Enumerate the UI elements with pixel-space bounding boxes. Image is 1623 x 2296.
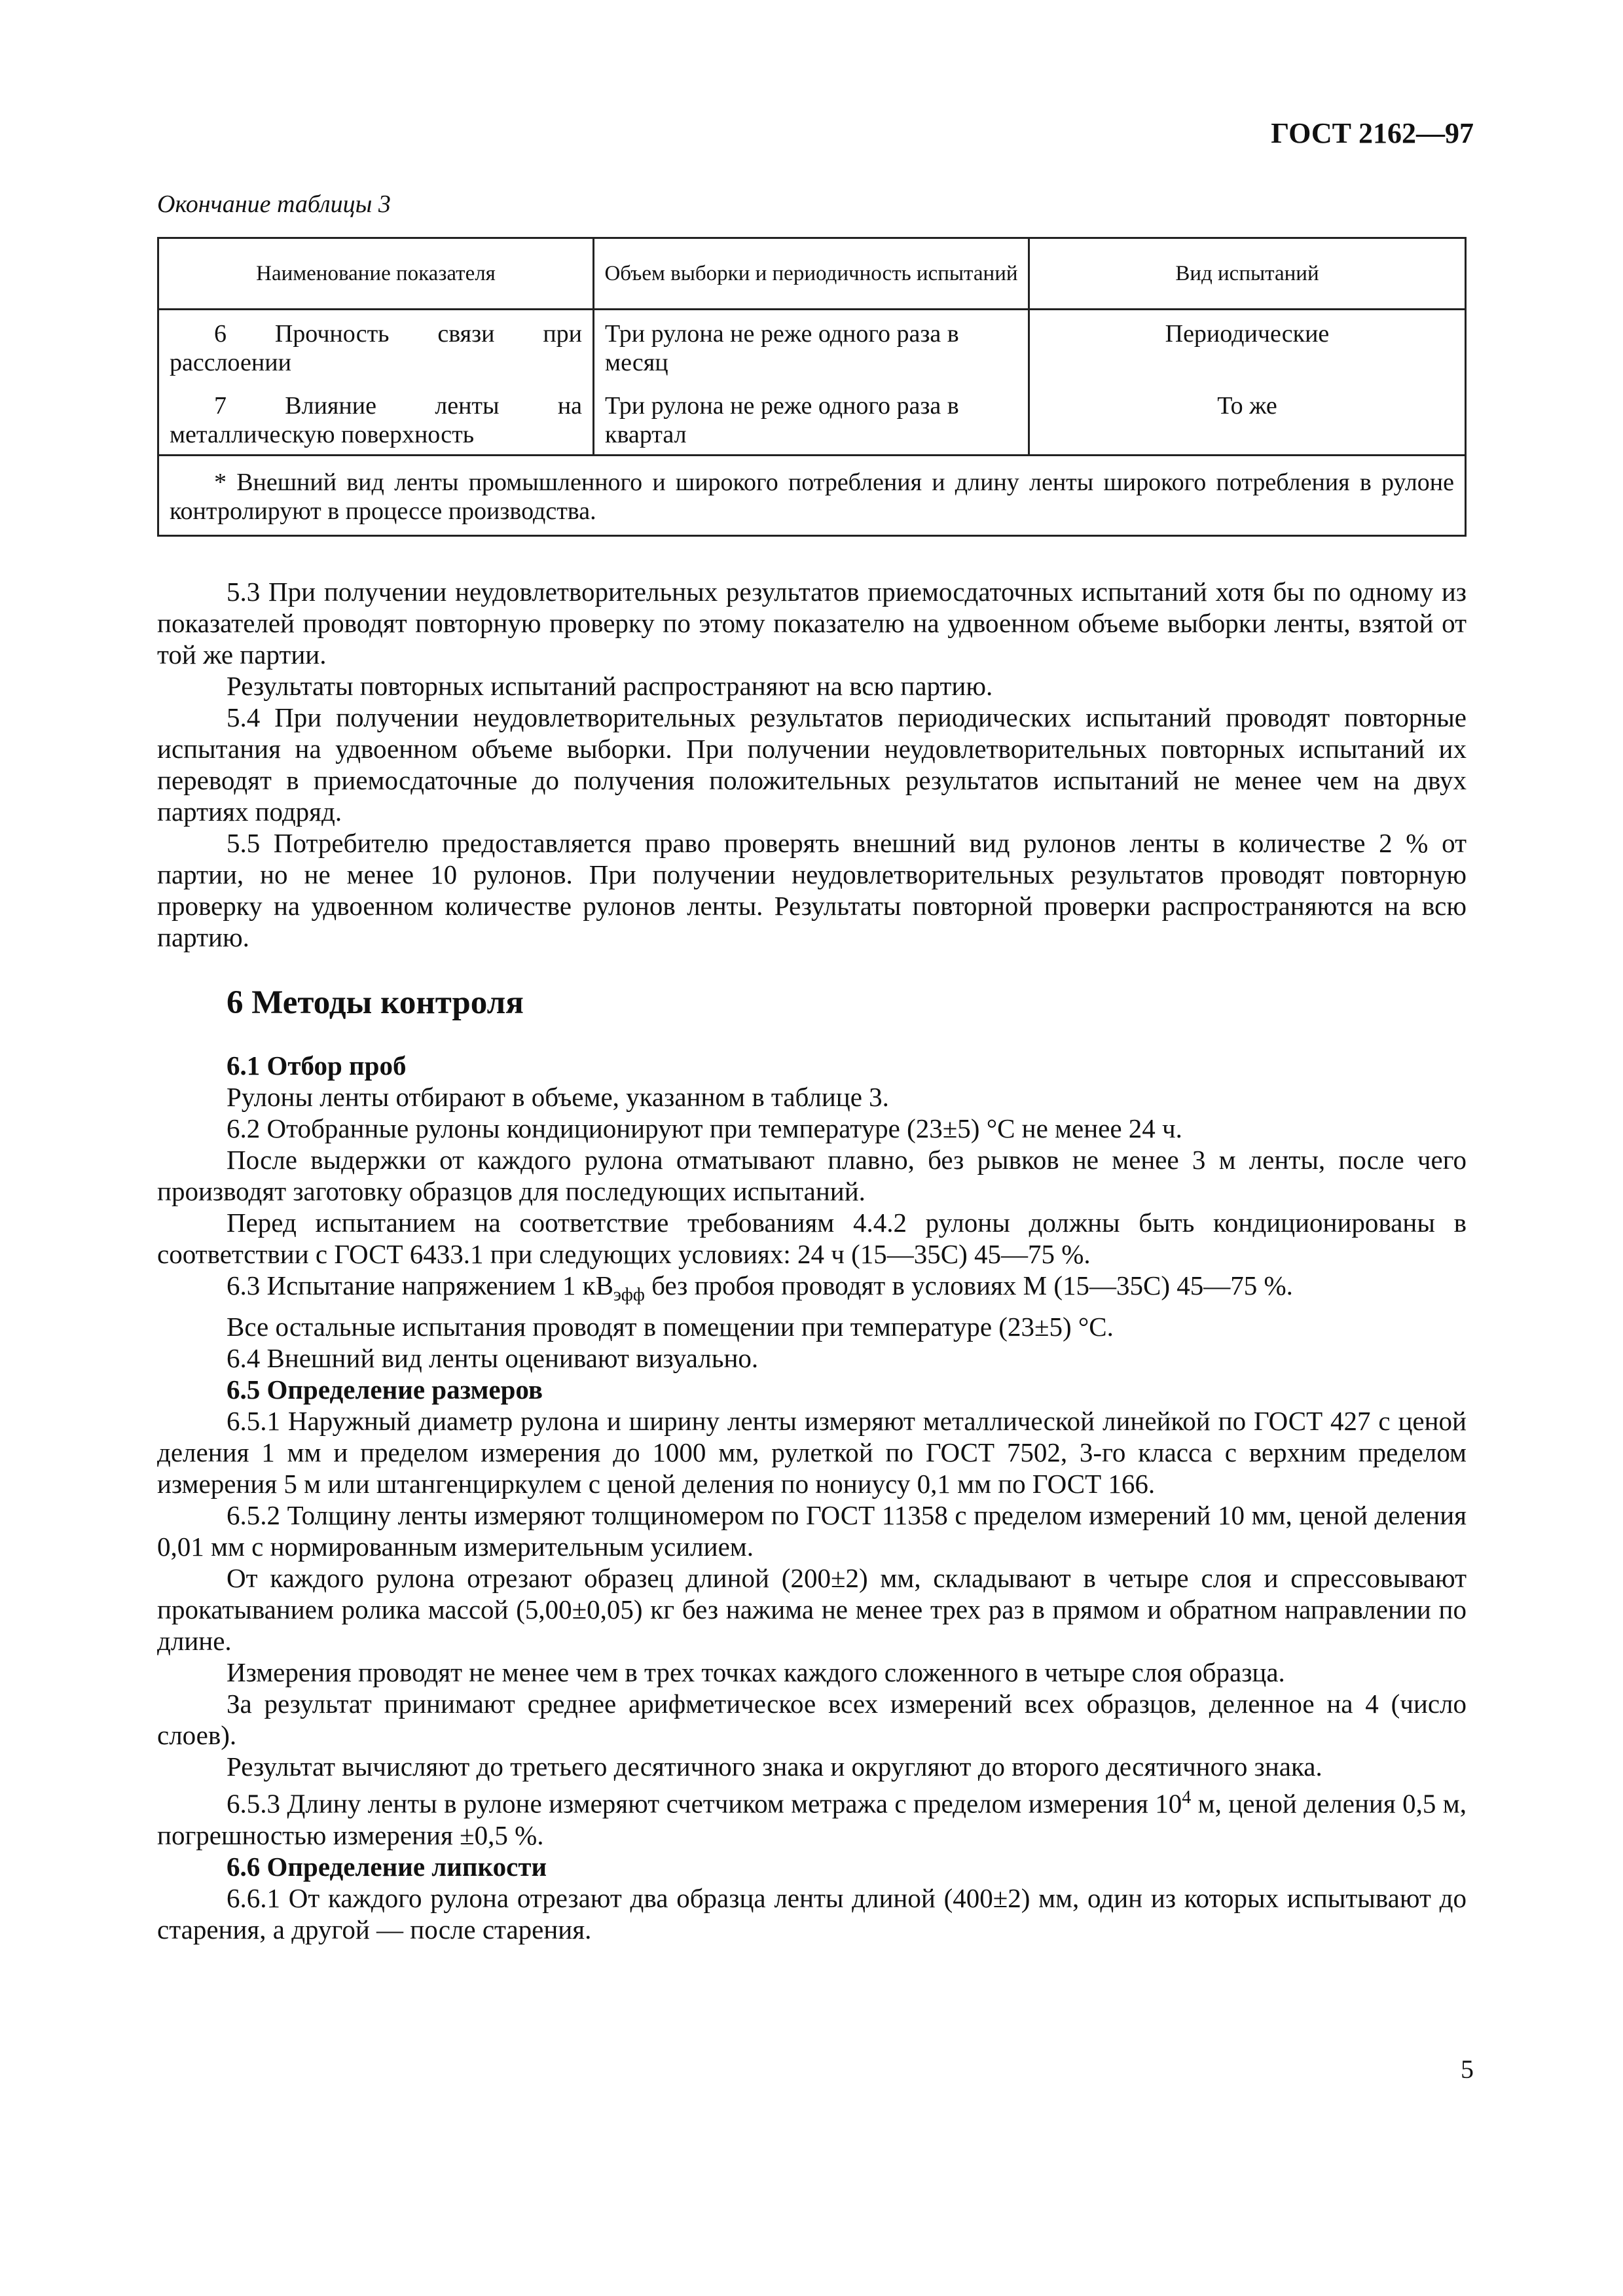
paragraph: 6.5.3 Длину ленты в рулоне измеряют счетчиком метража с пределом измерения $10^4$ м, ценой деления 0,5 м, погрешностью измерения ±0,5 %. bbox=[157, 1787, 1467, 1850]
paragraph: 6.5.2 Толщину ленты измеряют толщиномером по ГОСТ 11358 с пределом измерений 10 мм, ценой деления 0,01 мм с нормированным измерительным усилием. bbox=[157, 1500, 1467, 1562]
paragraph: 5.5 Потребителю предоставляется право проверять внешний вид рулонов ленты в количестве 2 % от партии, но не менее 10 рулонов. При получении неудовлетворительных результатов проводят повторную проверку на удвоенном количестве рулонов ленты. Результаты повторной проверки распространяются на всю партию. bbox=[157, 828, 1467, 952]
table-cell: Три рулона не реже одного раза в месяц bbox=[594, 310, 1029, 383]
paragraph: После выдержки от каждого рулона отматывают плавно, без рывков не менее 3 м ленты, после чего производят заготовку образцов для последующих испытаний. bbox=[157, 1145, 1467, 1206]
table-cell: Периодические bbox=[1029, 310, 1465, 383]
table-row bbox=[158, 310, 1466, 383]
table-row bbox=[158, 382, 1466, 456]
paragraph: 5.3 При получении неудовлетворительных результатов приемосдаточных испытаний хотя бы по одному из показателей проводят повторную проверку по этому показателю на удвоенном объеме выборки ленты, взятой от той же партии. bbox=[157, 577, 1467, 670]
paragraph: 6.6.1 От каждого рулона отрезают два образца ленты длиной (400±2) мм, один из которых испытывают до старения, а другой — после старения. bbox=[157, 1882, 1467, 1945]
table-caption: Окончание таблицы 3 bbox=[157, 190, 391, 218]
paragraph: Результаты повторных испытаний распространяют на всю партию. bbox=[227, 671, 993, 701]
paragraph: Перед испытанием на соответствие требованиям 4.4.2 рулоны должны быть кондиционированы в соответствии с ГОСТ 6433.1 при следующих условиях: 24 ч (15—35С) 45—75 %. bbox=[157, 1208, 1467, 1269]
column-header: Наименование показателя bbox=[158, 238, 594, 310]
section-title: 6 Методы контроля bbox=[227, 984, 524, 1021]
table-footnote-row bbox=[158, 456, 1466, 536]
table-cell: То же bbox=[1029, 382, 1465, 456]
paragraph: От каждого рулона отрезают образец длиной (200±2) мм, складывают в четыре слоя и спрессовывают прокатыванием ролика массой (5,00±0,05) кг без нажима не менее трех раз в прямом и обратном направлении по длине. bbox=[157, 1563, 1467, 1657]
column-header: Объем выборки и периодичность испытаний bbox=[594, 238, 1029, 310]
paragraph: 5.4 При получении неудовлетворительных результатов периодических испытаний проводят повторные испытания на удвоенном объеме выборки. При получении неудовлетворительных повторных испытаний их переводят в приемосдаточные до получения положительных результатов испытаний не менее чем на двух партиях подряд. bbox=[157, 702, 1467, 827]
column-header: Вид испытаний bbox=[1029, 238, 1465, 310]
subsection-title: 6.6 Определение липкости bbox=[227, 1851, 547, 1882]
page-number: 5 bbox=[1461, 2054, 1474, 2084]
paragraph: Измерения проводят не менее чем в трех точках каждого сложенного в четыре слоя образца. bbox=[227, 1657, 1285, 1688]
paragraph: Все остальные испытания проводят в помещении при температуре (23±5) °С. bbox=[227, 1312, 1114, 1342]
subsection-title: 6.5 Определение размеров bbox=[227, 1374, 543, 1405]
paragraph: 6.3 Испытание напряжением 1 $кВ_{эфф}$ без пробоя проводят в условиях М (15—35С) 45—75 %. bbox=[227, 1270, 1293, 1306]
table-cell: Три рулона не реже одного раза в квартал bbox=[594, 382, 1029, 456]
table-footnote: * Внешний вид ленты промышленного и широкого потребления и длину ленты широкого потребления в рулоне контролируют в процессе производства. bbox=[158, 456, 1466, 536]
paragraph: 6.5.1 Наружный диаметр рулона и ширину ленты измеряют металлической линейкой по ГОСТ 427 с ценой деления 1 мм и пределом измерения до 1000 мм, рулеткой по ГОСТ 7502, 3-го класса с верхним пределом измерения 5 м или штангенциркулем с ценой деления по нониусу 0,1 мм по ГОСТ 166. bbox=[157, 1406, 1467, 1499]
table-3 bbox=[157, 237, 1467, 537]
table-header-row bbox=[158, 238, 1466, 310]
body-text bbox=[157, 576, 1467, 1945]
subsection-title: 6.1 Отбор проб bbox=[227, 1050, 407, 1081]
table-cell: 6 Прочность связи при расслоении bbox=[158, 310, 594, 383]
document-header: ГОСТ 2162—97 bbox=[1271, 117, 1474, 149]
paragraph: 6.4 Внешний вид ленты оценивают визуально. bbox=[227, 1343, 759, 1374]
paragraph: Результат вычисляют до третьего десятичного знака и округляют до второго десятичного знака. bbox=[227, 1751, 1322, 1782]
paragraph: За результат принимают среднее арифметическое всех измерений всех образцов, деленное на 4 (число слоев). bbox=[157, 1689, 1467, 1751]
table-cell: 7 Влияние ленты на металлическую поверхность bbox=[158, 382, 594, 456]
paragraph: Рулоны ленты отбирают в объеме, указанном в таблице 3. bbox=[227, 1082, 889, 1112]
paragraph: 6.2 Отобранные рулоны кондиционируют при температуре (23±5) °С не менее 24 ч. bbox=[227, 1113, 1182, 1143]
